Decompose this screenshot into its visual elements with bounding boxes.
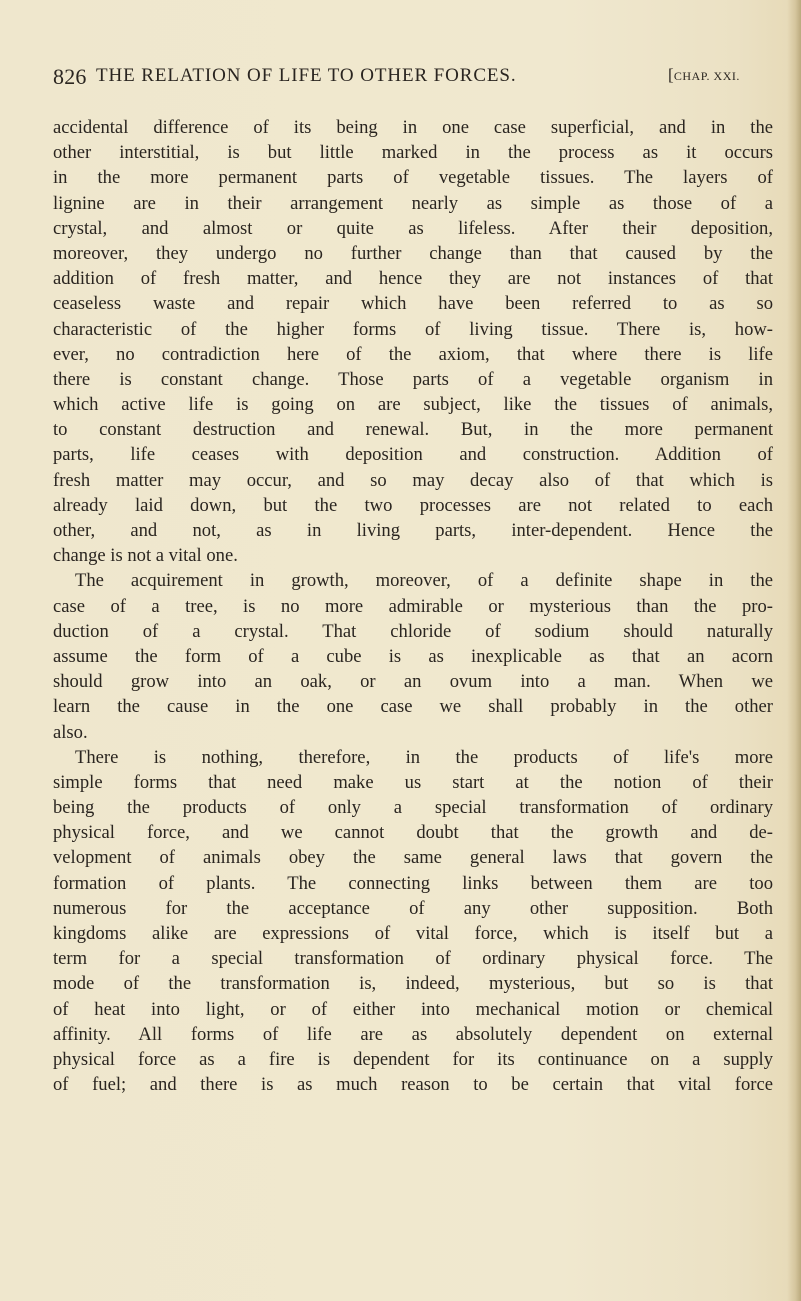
text-line: change is not a vital one. [53, 545, 238, 567]
text-line: mode of the transformation is, indeed, mysterious, but so is that [53, 973, 773, 995]
text-line: being the products of only a special transformation of ordinary [53, 797, 773, 819]
page-edge-shadow [787, 0, 801, 1301]
paragraph-start: The acquirement in growth, moreover, of a definite shape in the [75, 570, 773, 592]
text-line: other, and not, as in living parts, inter-dependent. Hence the [53, 520, 773, 541]
text-line: assume the form of a cube is as inexplicable as that an acorn [53, 645, 773, 667]
text-line: lignine are in their arrangement nearly as simple as those of a [53, 192, 773, 214]
text-line: of fuel; and there is as much reason to be certain that vital force [53, 1074, 773, 1096]
text-line: which active life is going on are subject, like the tissues of animals, [53, 394, 773, 416]
chapter-reference [668, 65, 740, 85]
text-line: characteristic of the higher forms of living tissue. There is, how- [53, 318, 773, 340]
paragraph-start: There is nothing, therefore, in the products of life's more [75, 746, 773, 768]
text-line: physical force, and we cannot doubt that the growth and de- [53, 822, 773, 844]
text-line: simple forms that need make us start at the notion of their [53, 771, 773, 793]
text-line: fresh matter may occur, and so may decay also of that which is [53, 469, 773, 491]
page-number: 826 [53, 64, 87, 89]
text-line: kingdoms alike are expressions of vital force, which is itself but a [53, 923, 773, 944]
text-line: velopment of animals obey the same general laws that govern the [53, 847, 773, 869]
text-line: addition of fresh matter, and hence they are not instances of that [53, 268, 773, 290]
text-line: other interstitial, is but little marked in the process as it occurs [53, 142, 773, 164]
text-line: formation of plants. The connecting links between them are too [53, 872, 773, 894]
text-line: ever, no contradiction here of the axiom, that where there is life [53, 343, 773, 365]
body-text [53, 115, 773, 1097]
text-line: accidental difference of its being in one case superficial, and in the [53, 117, 773, 138]
text-line: term for a special transformation of ordinary physical force. The [53, 948, 773, 970]
text-line: also. [53, 721, 88, 743]
text-line: should grow into an oak, or an ovum into a man. When we [53, 671, 773, 693]
text-line: moreover, they undergo no further change than that caused by the [53, 242, 773, 264]
text-line: affinity. All forms of life are as absolutely dependent on external [53, 1023, 773, 1045]
text-line: duction of a crystal. That chloride of sodium should naturally [53, 620, 773, 642]
chapter-bracket: [ [668, 65, 674, 84]
page-header [53, 64, 773, 92]
text-line: parts, life ceases with deposition and construction. Addition of [53, 444, 773, 466]
text-line: there is constant change. Those parts of a vegetable organism in [53, 368, 773, 390]
text-line: physical force as a fire is dependent for its continuance on a supply [53, 1048, 773, 1070]
text-line: crystal, and almost or quite as lifeless. After their deposition, [53, 217, 773, 239]
text-line: numerous for the acceptance of any other supposition. Both [53, 897, 773, 919]
text-line: to constant destruction and renewal. But, in the more permanent [53, 419, 773, 441]
running-title: THE RELATION OF LIFE TO OTHER FORCES. [96, 65, 517, 86]
text-line: already laid down, but the two processes are not related to each [53, 494, 773, 516]
text-line: of heat into light, or of either into mechanical motion or chemical [53, 998, 773, 1020]
text-line: learn the cause in the one case we shall probably in the other [53, 696, 773, 718]
text-line: in the more permanent parts of vegetable tissues. The layers of [53, 167, 773, 189]
text-line: ceaseless waste and repair which have been referred to as so [53, 293, 773, 315]
chapter-label: CHAP. XXI. [673, 69, 740, 83]
text-line: case of a tree, is no more admirable or mysterious than the pro- [53, 595, 773, 617]
